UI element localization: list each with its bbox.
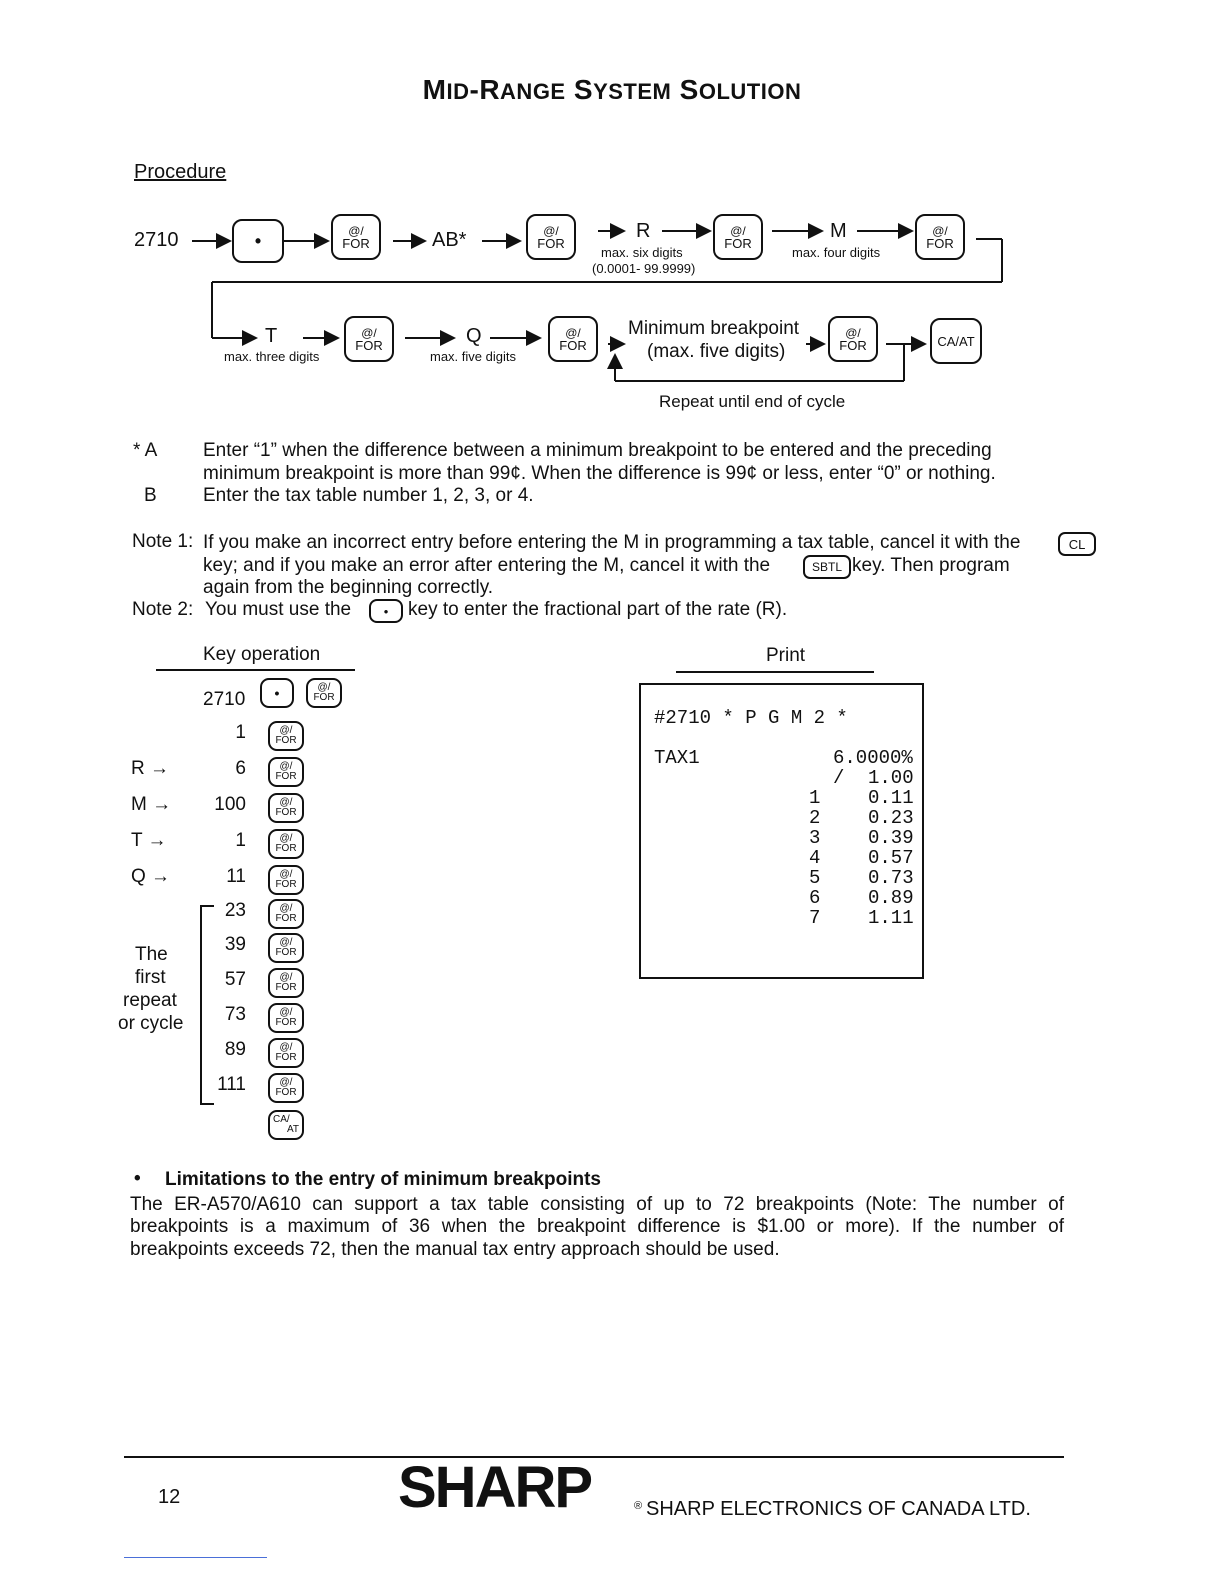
- key-op-value: 1: [235, 830, 246, 851]
- bracket-label-the: The: [135, 944, 168, 965]
- at-for-key: @/ FOR: [828, 316, 878, 362]
- note-a-line2: minimum breakpoint is more than 99¢. When the difference is 99¢ or less, enter “0” or nothing.: [203, 463, 996, 484]
- page-number: 12: [158, 1486, 181, 1508]
- receipt-row-number: 7: [809, 907, 821, 929]
- repeat-note: Repeat until end of cycle: [659, 392, 846, 411]
- key-op-label: M →: [131, 794, 172, 815]
- receipt-row-number: 3: [809, 827, 821, 849]
- receipt-row-number: 4: [809, 847, 821, 869]
- print-heading: Print: [766, 645, 806, 666]
- limitations-line1: The ER-A570/A610 can support a tax table consisting of up to 72 breakpoints (Note: The number of: [130, 1194, 1064, 1215]
- receipt-row-number: 6: [809, 887, 821, 909]
- note-a-marker: * A: [133, 440, 158, 461]
- note2-text-b: key to enter the fractional part of the rate (R).: [408, 599, 788, 620]
- bottom-blue-rule: [124, 1557, 267, 1558]
- at-for-key: @/ FOR: [268, 793, 304, 823]
- repeat-bracket: [196, 900, 220, 1110]
- receipt-row-value: 0.89: [868, 887, 914, 909]
- page-title: MID-RANGE SYSTEM SOLUTION: [422, 74, 802, 105]
- q-note: max. five digits: [430, 349, 516, 364]
- receipt-row-value: 0.39: [868, 827, 914, 849]
- at-for-key: @/ FOR: [268, 968, 304, 998]
- at-for-key: @/ FOR: [713, 214, 763, 260]
- limitations-line3: breakpoints exceeds 72, then the manual tax entry approach should be used.: [130, 1239, 780, 1260]
- procedure-start-code: 2710: [134, 229, 179, 251]
- registered-mark: ®: [634, 1500, 643, 1512]
- sharp-logo: SHARP: [398, 1455, 592, 1520]
- key-op-label: R →: [131, 758, 169, 779]
- r-label: R: [636, 220, 651, 242]
- r-range: (0.0001- 99.9999): [592, 261, 696, 276]
- at-for-key: @/ FOR: [915, 214, 965, 260]
- receipt-rate: 6.0000%: [833, 747, 913, 769]
- footer-rule: [124, 1456, 1064, 1458]
- note1-line2-end: key. Then program: [852, 555, 1010, 576]
- key-op-label: T →: [131, 830, 167, 851]
- at-for-key: @/ FOR: [268, 899, 304, 929]
- at-for-key: @/ FOR: [268, 829, 304, 859]
- t-label: T: [265, 325, 278, 347]
- key-operation-rule: [156, 669, 355, 671]
- company-name: SHARP ELECTRONICS OF CANADA LTD.: [646, 1498, 1031, 1520]
- receipt-slash: /: [833, 767, 845, 789]
- note-b-marker: B: [144, 485, 157, 506]
- note2-text-a: You must use the: [205, 599, 352, 620]
- note-b-text: Enter the tax table number 1, 2, 3, or 4.: [203, 485, 534, 506]
- key-op-value: 23: [224, 900, 246, 921]
- receipt-row-value: 0.11: [868, 787, 914, 809]
- key-op-value: 89: [224, 1039, 246, 1060]
- note2-label: Note 2:: [132, 599, 194, 620]
- limitations-bullet: •: [134, 1168, 141, 1189]
- at-for-key: @/ FOR: [268, 1038, 304, 1068]
- sbtl-key: SBTL: [803, 555, 851, 579]
- ca-at-key: CA/ AT: [268, 1110, 304, 1140]
- note1-line2: key; and if you make an error after entering the M, cancel it with the: [203, 555, 771, 576]
- at-for-key: @/ FOR: [268, 1003, 304, 1033]
- note1-label: Note 1:: [132, 531, 194, 552]
- key-op-value: 100: [214, 794, 246, 815]
- bracket-label-repeat: repeat: [123, 990, 177, 1011]
- bracket-label-first: first: [135, 967, 166, 988]
- procedure-heading: Procedure: [134, 161, 227, 183]
- key-op-value-2710: 2710: [203, 689, 246, 710]
- note-a-line1: Enter “1” when the difference between a minimum breakpoint to be entered and the preceding: [203, 440, 992, 461]
- ca-at-key: CA/AT: [930, 318, 982, 364]
- key-op-value: 57: [224, 969, 246, 990]
- at-for-key: @/ FOR: [268, 933, 304, 963]
- min-breakpoint-digits: (max. five digits): [647, 341, 786, 362]
- receipt-row-value: 0.57: [868, 847, 914, 869]
- key-op-value: 73: [224, 1004, 246, 1025]
- limitations-line2: breakpoints is a maximum of 36 when the breakpoint difference is $1.00 or more). If the number of: [130, 1216, 1064, 1237]
- receipt-tax-label: TAX1: [654, 747, 700, 769]
- at-for-key: @/ FOR: [268, 1073, 304, 1103]
- key-op-value: 111: [217, 1074, 246, 1095]
- receipt: [639, 683, 924, 979]
- receipt-row-number: 1: [809, 787, 821, 809]
- receipt-header: #2710 * P G M 2 *: [654, 707, 848, 729]
- receipt-row-number: 2: [809, 807, 821, 829]
- r-note: max. six digits: [601, 245, 683, 260]
- at-for-key: @/ FOR: [268, 721, 304, 751]
- key-op-value: 6: [235, 758, 246, 779]
- receipt-row-number: 5: [809, 867, 821, 889]
- key-op-label: Q →: [131, 866, 171, 887]
- receipt-row-value: 1.11: [868, 907, 914, 929]
- note1-line1: If you make an incorrect entry before entering the M in programming a tax table, cancel it with the: [203, 532, 1021, 553]
- m-note: max. four digits: [792, 245, 881, 260]
- decimal-point-key: •: [260, 678, 294, 708]
- cl-key: CL: [1058, 532, 1096, 556]
- at-for-key: @/ FOR: [548, 316, 598, 362]
- bracket-label-or-cycle: or cycle: [118, 1013, 184, 1034]
- at-for-key: @/ FOR: [331, 214, 381, 260]
- decimal-point-key: •: [369, 599, 403, 623]
- at-for-key: @/ FOR: [268, 757, 304, 787]
- procedure-flow-arrows: [0, 195, 1224, 395]
- print-rule: [676, 671, 874, 673]
- q-label: Q: [466, 325, 482, 347]
- at-for-key: @/ FOR: [526, 214, 576, 260]
- receipt-row-value: 0.23: [868, 807, 914, 829]
- at-for-key: @/ FOR: [268, 865, 304, 895]
- ab-label: AB*: [432, 229, 467, 251]
- min-breakpoint-label: Minimum breakpoint: [628, 318, 800, 339]
- note1-line3: again from the beginning correctly.: [203, 577, 494, 598]
- key-operation-heading: Key operation: [203, 644, 321, 665]
- key-op-value: 11: [226, 866, 246, 887]
- receipt-slash-value: 1.00: [868, 767, 914, 789]
- at-for-key: @/ FOR: [344, 316, 394, 362]
- key-op-value: 39: [224, 934, 246, 955]
- limitations-heading: Limitations to the entry of minimum breakpoints: [165, 1169, 601, 1190]
- at-for-key: @/ FOR: [306, 678, 342, 708]
- receipt-row-value: 0.73: [868, 867, 914, 889]
- decimal-point-key: •: [232, 219, 284, 263]
- m-label: M: [830, 220, 847, 242]
- t-note: max. three digits: [224, 349, 320, 364]
- key-op-value: 1: [235, 722, 246, 743]
